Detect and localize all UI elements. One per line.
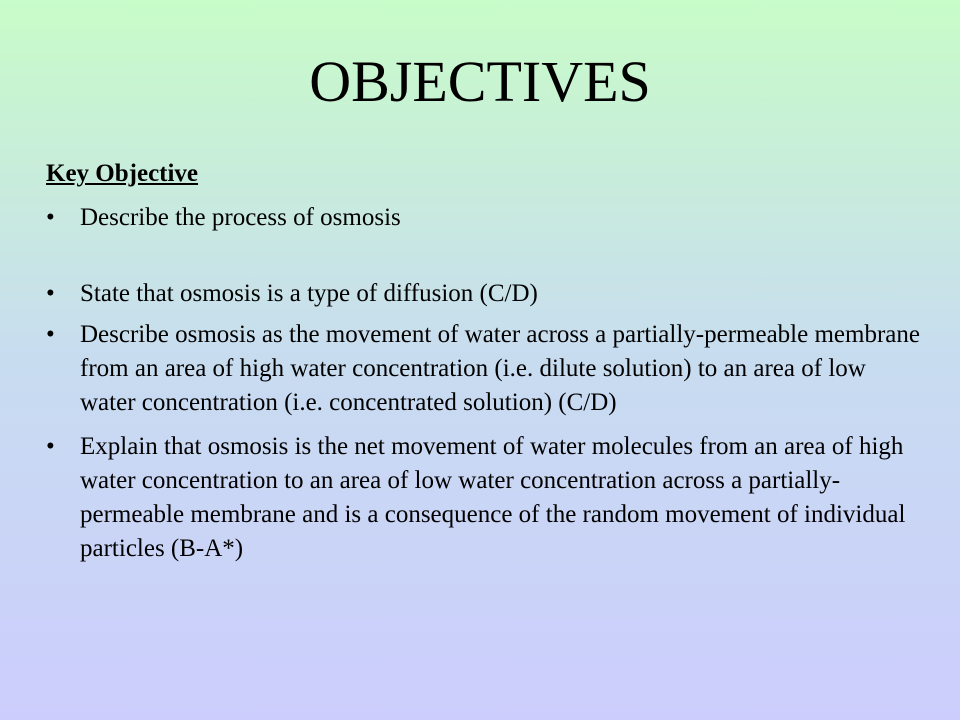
objective-list xyxy=(46,201,926,566)
slide-title: OBJECTIVES xyxy=(309,49,651,114)
objective-item xyxy=(46,277,926,311)
bullet-icon: • xyxy=(46,204,55,231)
objective-item xyxy=(46,201,926,235)
objective-text: State that osmosis is a type of diffusion (C/D) xyxy=(80,280,538,307)
bullet-icon: • xyxy=(46,433,55,460)
objective-item xyxy=(46,318,926,420)
slide-content xyxy=(46,154,926,566)
key-objective-heading: Key Objective xyxy=(46,160,199,187)
bullet-icon: • xyxy=(46,321,55,348)
objective-text: Explain that osmosis is the net movement of water molecules from an area of high water concentration to an area of low water concentration across a partially-permeable membrane and is a consequence of the random movement of individual particles (B-A*) xyxy=(80,433,906,562)
objective-item xyxy=(46,430,926,566)
objective-text: Describe osmosis as the movement of water across a partially-permeable membrane from an area of high water concentration (i.e. dilute solution) to an area of low water concentration (i.e. concentrated solution) (C/D) xyxy=(80,321,920,416)
bullet-icon: • xyxy=(46,280,55,307)
objective-text: Describe the process of osmosis xyxy=(80,204,401,231)
